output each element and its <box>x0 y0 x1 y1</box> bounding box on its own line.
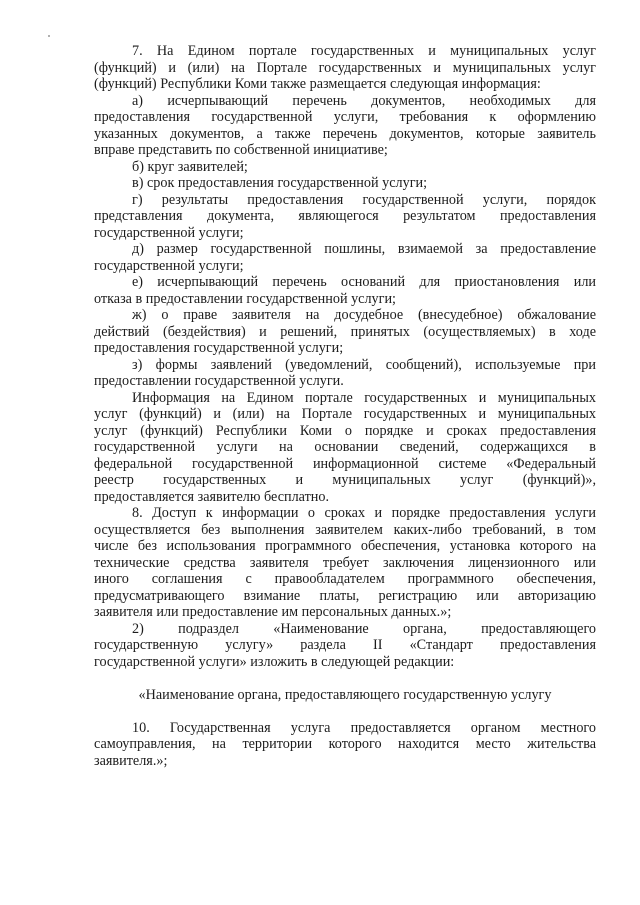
text-line: е) исчерпывающий перечень оснований для приостановления или <box>132 274 596 290</box>
text-line: предоставляется заявителю бесплатно. <box>94 488 330 505</box>
text-line: 8. Доступ к информации о сроках и порядке предоставления услуги <box>132 505 596 521</box>
text-line: действий (бездействия) и решений, принятых (осуществляемых) в ходе <box>94 323 596 340</box>
text-line: заявителя.»; <box>94 752 168 769</box>
blank-line <box>94 703 596 720</box>
text-line: ж) о праве заявителя на досудебное (внесудебное) обжалование <box>132 307 596 323</box>
text-line: государственной услуги» изложить в следующей редакции: <box>94 653 455 670</box>
text-line: самоуправления, на территории которого находится место жительства <box>94 736 596 752</box>
text-line: 7. На Едином портале государственных и муниципальных услуг <box>132 43 596 59</box>
text-line: (функций) и (или) на Портале государственных и муниципальных услуг <box>94 59 596 76</box>
text-line: вправе представить по собственной инициативе; <box>94 142 388 158</box>
text-line: государственной услуги на основании сведений, содержащихся в <box>94 439 596 455</box>
text-line: указанных документов, а также перечень документов, которые заявитель <box>94 125 596 142</box>
text-line: услуг (функций) и (или) на Портале государственных и муниципальных <box>94 406 596 422</box>
text-line: осуществляется без выполнения заявителем каких-либо требований, в том <box>94 521 596 538</box>
text-line: отказа в предоставлении государственной услуги; <box>94 290 396 307</box>
text-line: г) результаты предоставления государственной услуги, порядок <box>132 191 596 208</box>
text-line: б) круг заявителей; <box>132 158 248 175</box>
text-line: предоставления государственной услуги, требования к оформлению <box>94 109 596 125</box>
text-line: а) исчерпывающий перечень документов, необходимых для <box>132 92 596 109</box>
blank-line <box>94 670 596 687</box>
text-line: предоставления государственной услуги; <box>94 340 344 356</box>
document-body <box>94 43 596 769</box>
text-line: (функций) Республики Коми также размещается следующая информация: <box>94 76 541 92</box>
text-line: 2) подраздел «Наименование органа, предоставляющего <box>132 620 596 637</box>
text-line: иного соглашения с правообладателем программного обеспечения, <box>94 571 596 587</box>
text-line: технические средства заявителя требует заключения лицензионного или <box>94 554 596 571</box>
text-line: д) размер государственной пошлины, взимаемой за предоставление <box>132 241 596 257</box>
text-line: государственную услугу» раздела II «Стандарт предоставления <box>94 637 596 653</box>
text-line: предоставлении государственной услуги. <box>94 373 344 389</box>
text-line: государственной услуги; <box>94 257 244 274</box>
text-line: реестр государственных и муниципальных услуг (функций)», <box>94 472 596 488</box>
text-line: 10. Государственная услуга предоставляется органом местного <box>132 719 596 736</box>
text-line: в) срок предоставления государственной услуги; <box>132 175 428 191</box>
text-line: з) формы заявлений (уведомлений, сообщений), используемые при <box>132 356 596 373</box>
text-line: предусматривающего взимание платы, регистрацию или авторизацию <box>94 587 596 604</box>
scan-speck <box>48 35 50 37</box>
text-line: Информация на Едином портале государственных и муниципальных <box>132 389 596 406</box>
text-line: заявителя или предоставление им персональных данных.»; <box>94 604 452 620</box>
text-line: представления документа, являющегося результатом предоставления <box>94 208 596 224</box>
text-line: государственной услуги; <box>94 224 244 241</box>
text-line: числе без использования программного обеспечения, установка которого на <box>94 538 596 554</box>
text-line: федеральной государственной информационной системе «Федеральный <box>94 455 596 472</box>
section-heading: «Наименование органа, предоставляющего государственную услугу <box>138 686 552 703</box>
text-line: услуг (функций) Республики Коми о порядке и сроках предоставления <box>94 422 596 439</box>
